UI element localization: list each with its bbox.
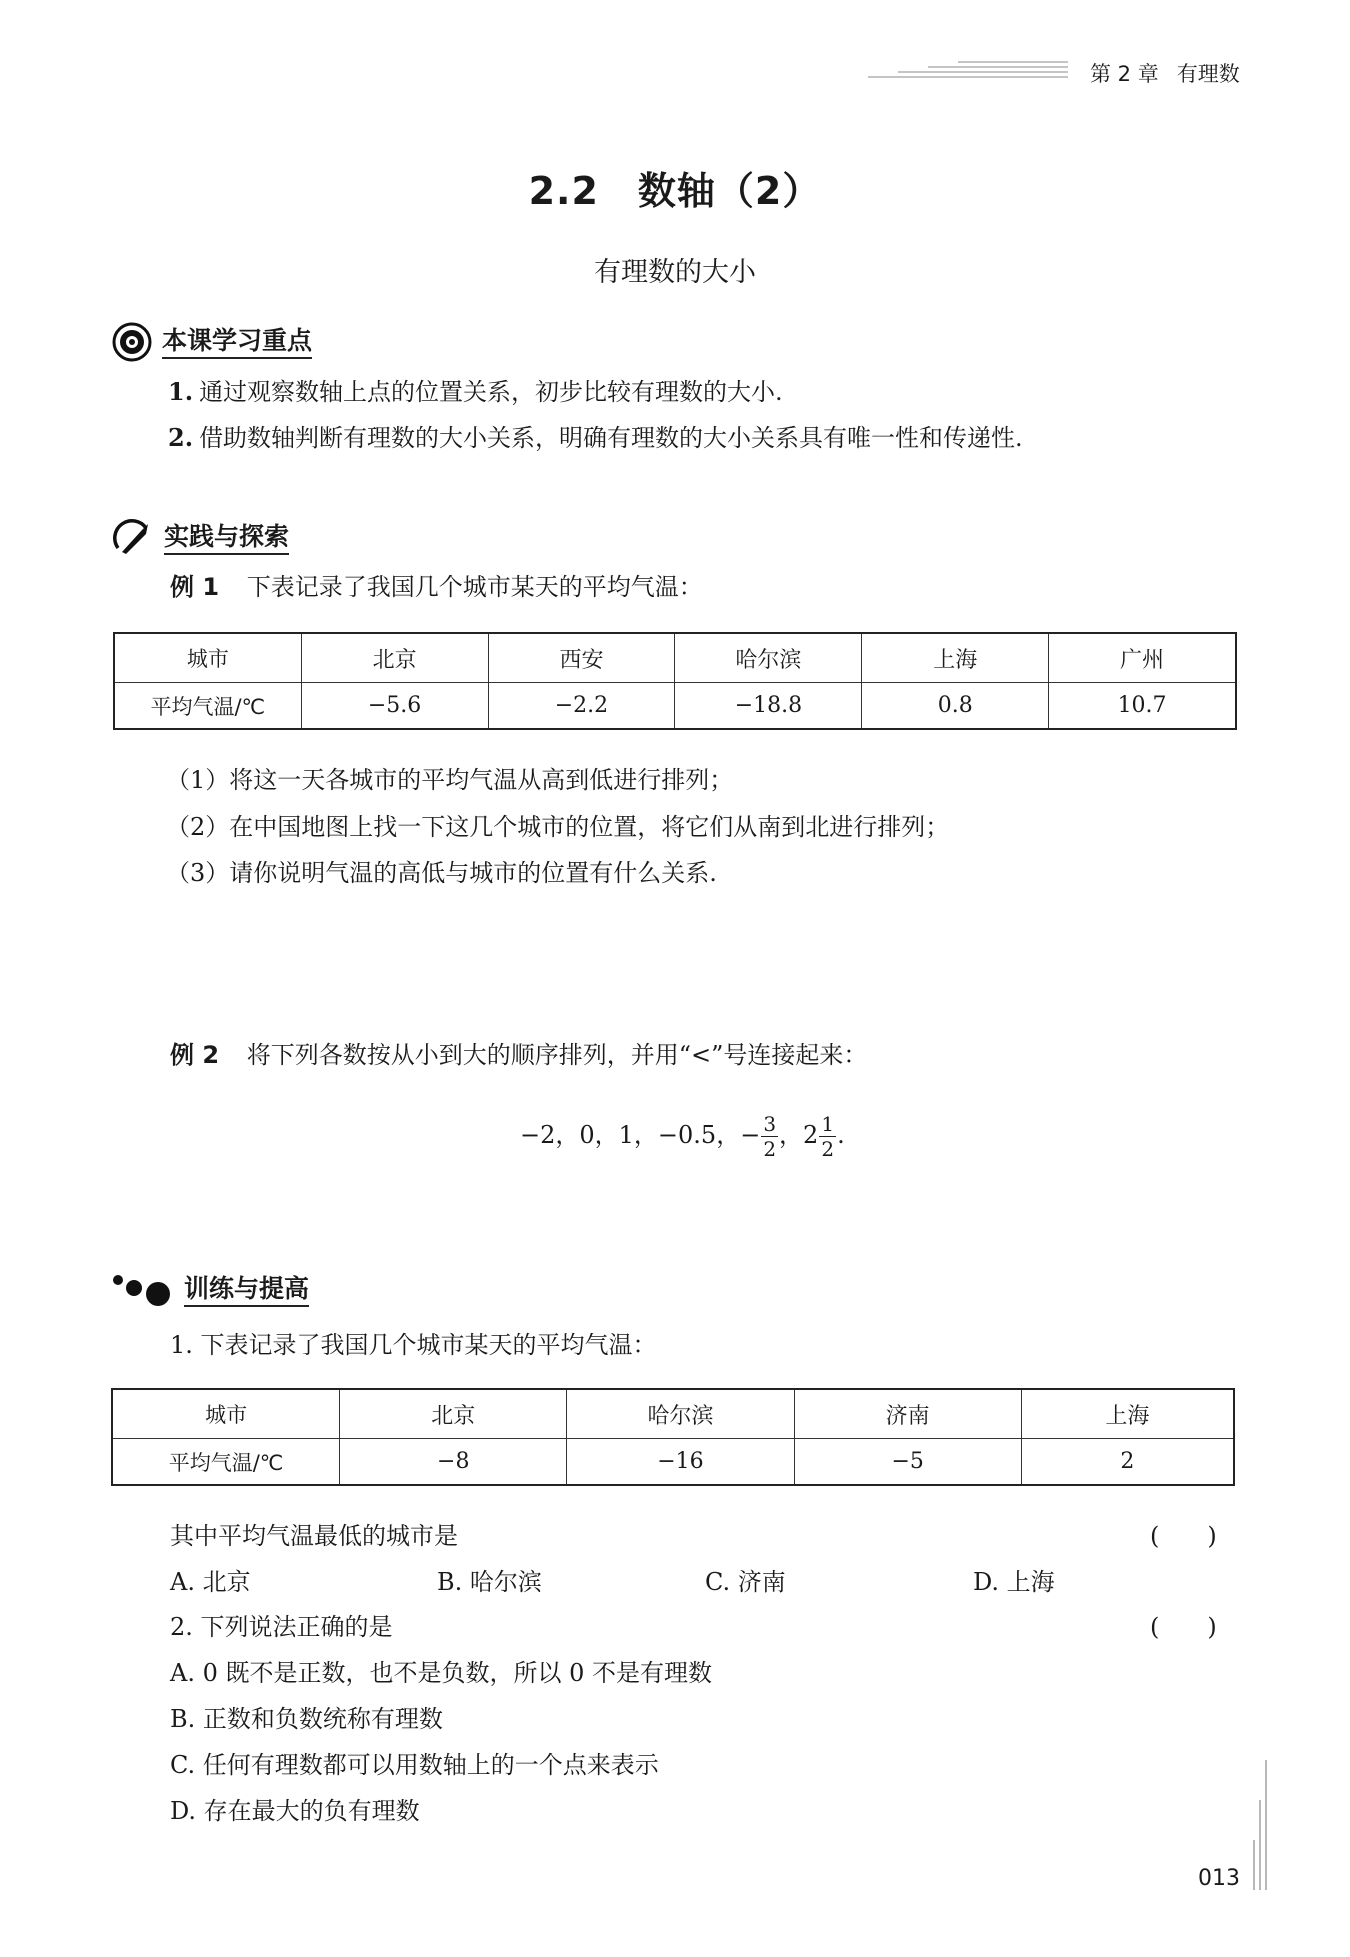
example-2-tag: 例 2 [170,1041,220,1069]
table-cell: −18.8 [675,683,862,730]
option-d: D. 上海 [973,1568,1055,1596]
table-row [112,1389,1234,1439]
section-practice [112,518,289,558]
table-cell: 0.8 [862,683,1049,730]
table-cell: 上海 [1021,1389,1234,1439]
temperature-table-1 [113,632,1237,730]
running-header [1090,58,1258,88]
table-cell: −16 [567,1439,794,1486]
page-title: 2.2 数轴（2） [528,169,822,213]
table-cell: −2.2 [488,683,675,730]
example-1-intro: 例 1 下表记录了我国几个城市某天的平均气温： [170,573,703,601]
example-1-question-3: （3）请你说明气温的高低与城市的位置有什么关系. [166,859,717,887]
table-cell: 北京 [340,1389,567,1439]
table-cell: 10.7 [1049,683,1236,730]
table-cell: 北京 [301,633,488,683]
table-cell: 城市 [114,633,301,683]
temperature-table-2 [111,1388,1235,1486]
option-a: A. 北京 [170,1568,251,1596]
table-cell: −5.6 [301,683,488,730]
table-cell: 广州 [1049,633,1236,683]
focus-item-2: 2. 借助数轴判断有理数的大小关系，明确有理数的大小关系具有唯一性和传递性. [168,423,1023,452]
section-training [112,1272,309,1308]
focus-item-1: 1. 通过观察数轴上点的位置关系，初步比较有理数的大小. [168,377,783,406]
pen-icon [112,518,154,558]
fraction: $\frac{3}{2}$ [763,1112,777,1161]
table-cell: 济南 [794,1389,1021,1439]
table-cell: 哈尔滨 [675,633,862,683]
option-a: A. 0 既不是正数，也不是负数，所以 0 不是有理数 [170,1659,713,1687]
example-1-question-1: （1）将这一天各城市的平均气温从高到低进行排列； [166,766,734,794]
example-2-intro: 例 2 将下列各数按从小到大的顺序排列，并用“<”号连接起来： [170,1041,868,1069]
example-1-tag: 例 1 [170,573,220,601]
chapter-title: 有理数 [1176,62,1240,86]
table-cell: 2 [1021,1439,1234,1486]
training-q2-text: 2. 下列说法正确的是 [170,1613,393,1641]
table-cell: −8 [340,1439,567,1486]
option-d: D. 存在最大的负有理数 [170,1797,420,1825]
option-c: C. 济南 [705,1568,786,1596]
option-c: C. 任何有理数都可以用数轴上的一个点来表示 [170,1751,659,1779]
header-decoration-lines [868,60,1068,84]
table-row [114,633,1236,683]
table-row [112,1439,1234,1486]
fraction: $\frac{1}{2}$ [821,1112,835,1161]
table-cell: 西安 [488,633,675,683]
target-icon [112,322,152,362]
answer-blank-q2: ( ) [1150,1613,1217,1641]
page-subtitle: 有理数的大小 [594,257,756,288]
training-q1-text: 1. 下表记录了我国几个城市某天的平均气温： [170,1331,657,1359]
training-q1-stem: 其中平均气温最低的城市是 [170,1522,458,1550]
option-b: B. 哈尔滨 [437,1568,542,1596]
table-cell: 平均气温/℃ [114,683,301,730]
answer-blank-q1: ( ) [1150,1522,1217,1550]
table-cell: 城市 [112,1389,340,1439]
option-b: B. 正数和负数统称有理数 [170,1705,443,1733]
table-cell: 上海 [862,633,1049,683]
table-cell: 平均气温/℃ [112,1439,340,1486]
example-2-number-list: −2，0，1，−0.5，− $\frac{3}{2}$ ，2 $\frac{1}{2}$ . [520,1112,845,1161]
section-focus-label: 本课学习重点 [162,326,312,359]
three-dots-icon [112,1272,174,1308]
table-cell: −5 [794,1439,1021,1486]
example-1-question-2: （2）在中国地图上找一下这几个城市的位置，将它们从南到北进行排列； [166,813,950,841]
table-row [114,683,1236,730]
section-focus [112,322,312,362]
chapter-number: 第 2 章 [1090,62,1159,86]
table-cell: 哈尔滨 [567,1389,794,1439]
page-number: 013 [1198,1866,1240,1891]
section-practice-label: 实践与探索 [164,522,289,555]
section-training-label: 训练与提高 [184,1274,309,1307]
